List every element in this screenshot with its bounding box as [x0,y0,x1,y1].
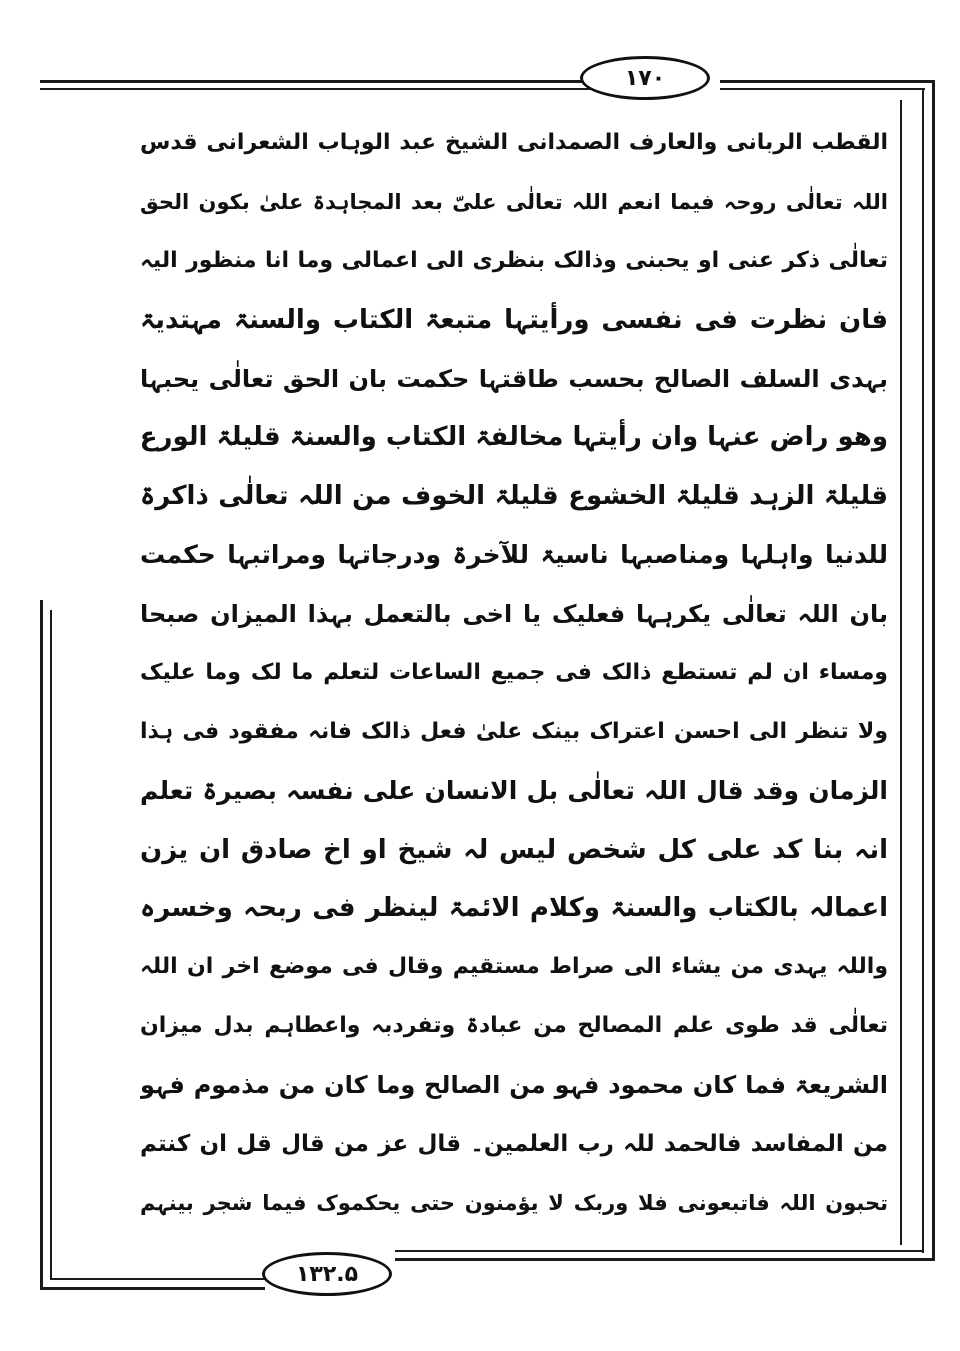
top-border-line [720,80,935,83]
top-border-line [40,80,600,83]
footer-page-number: ۱۳۲.۵ [262,1252,392,1296]
right-border-line [932,80,935,1260]
text-line-12: الزمان وقد قال اللہ تعالٰی بل الانسان علی نفسہ بصیرۃ تعلم [140,775,888,805]
text-line-10: ومساء ان لم تستطع ذالک فی جمیع الساعات لتعلم ما لک وما علیک [140,659,888,685]
text-line-6: وھو راض عنہا وان رأیتہا مخالفۃ الکتاب والسنۃ قلیلۃ الورع [140,422,888,453]
text-line-3: تعالٰی ذکر عنی او یحبنی وذالک بنظری الی اعمالی وما انا منظور الیہ [140,247,888,273]
text-line-9: بان اللہ تعالٰی یکرہہا فعلیک یا اخی بالتعمل بہذا المیزان صبحا [140,600,888,628]
bottom-border-line [395,1258,935,1261]
top-border-line [720,88,925,90]
left-border-line [40,600,43,1290]
text-line-4: فان نظرت فی نفسی ورأیتہا متبعۃ الکتاب والسنۃ مہتدیۃ [140,304,888,335]
text-line-1: القطب الربانی والعارف الصمدانی الشیخ عبد الوہاب الشعرانی قدس [140,130,888,155]
header-page-number: ۱۷۰ [580,56,710,100]
right-border-line [900,100,902,1245]
text-line-7: قلیلۃ الزہد قلیلۃ الخشوع قلیلۃ الخوف من اللہ تعالٰی ذاکرۃ [140,481,888,512]
top-border-line [40,88,600,90]
text-line-8: للدنیا واہلہا ومناصبہا ناسیۃ للآخرۃ ودرجاتہا ومراتبہا حکمت [140,540,888,570]
text-line-18: من المفاسد فالحمد للہ رب العلمین۔ قال عز من قال قل ان کنتم [140,1130,888,1157]
bottom-border-line [395,1250,923,1252]
text-line-19: تحبون اللہ فاتبعونی فلا وربک لا یؤمنون حتی یحکموک فیما شجر بینہم [140,1190,888,1215]
text-line-5: بہدی السلف الصالح بحسب طاقتہا حکمت بان الحق تعالٰی یحبہا [140,364,888,393]
right-border-line [922,88,924,1253]
text-line-2: اللہ تعالٰی روحہ فیما انعم اللہ تعالٰی علیّ بعد المجاہدۃ علیٰ بکون الحق [140,189,888,214]
bottom-border-line [40,1287,265,1290]
text-line-15: واللہ یہدی من یشاء الی صراط مستقیم وقال فی موضع اخر ان اللہ [140,954,888,980]
bottom-border-line [52,1278,265,1280]
text-line-14: اعمالہ بالکتاب والسنۃ وکلام الائمۃ لینظر فی ربحہ وخسرہ [140,893,888,924]
page-body-text [140,118,888,1228]
text-line-17: الشریعۃ فما کان محمود فہو من الصالح وما کان من مذموم فہو [140,1071,888,1099]
left-border-line [50,610,52,1280]
text-line-11: ولا تنظر الی احسن اعتراک بینک علیٰ فعل ذالک فانہ مفقود فی ہذا [140,718,888,744]
text-line-16: تعالٰی قد طوی علم المصالح من عبادۃ وتفردبہ واعطاہم بدل میزان [140,1013,888,1039]
text-line-13: انہ بنا کد علی کل شخص لیس لہ شیخ او اخ صادق ان یزن [140,834,888,865]
